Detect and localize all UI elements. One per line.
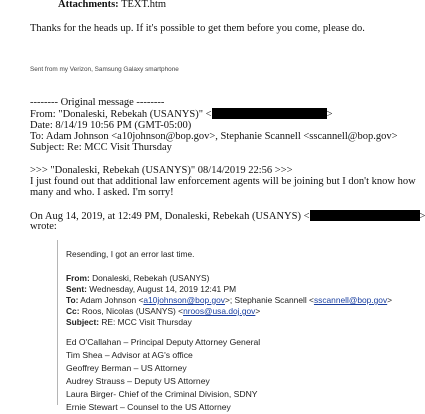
inner-sent <box>66 284 236 295</box>
original-to-close: > <box>392 131 398 142</box>
inner-cc <box>66 306 260 317</box>
original-to-prefix: To: Adam Johnson < <box>30 131 117 142</box>
inner-to-mid: >; Stephanie Scannell < <box>225 295 314 305</box>
attendee-list <box>66 336 260 414</box>
inner-to-close: > <box>387 295 392 305</box>
attendee-item: Audrey Strauss – Deputy US Attorney <box>66 375 260 388</box>
redaction-box <box>212 108 327 119</box>
inner-from-value: Donaleski, Rebekah (USANYS) <box>92 273 209 283</box>
original-to-mid: >, Stephanie Scannell < <box>209 131 309 142</box>
inner-from-label: From: <box>66 273 90 283</box>
inner-to <box>66 295 392 306</box>
inner-to-name: Adam Johnson < <box>80 295 143 305</box>
original-from-text: From: "Donaleski, Rebekah (USANYS)" < <box>30 109 212 120</box>
inner-to-label: To: <box>66 295 78 305</box>
inner-cc-label: Cc: <box>66 306 80 316</box>
inner-resend-note: Resending, I got an error last time. <box>66 249 194 260</box>
original-divider: -------- Original message -------- <box>30 97 164 109</box>
attendee-item: Ed O'Callahan – Principal Deputy Attorney General <box>66 336 260 349</box>
quoted-header: >>> "Donaleski, Rebekah (USANYS)" 08/14/2019 22:56 >>> <box>30 165 293 177</box>
original-to-email-1[interactable]: a10johnson@bop.gov <box>117 131 209 142</box>
attendee-item: Ernie Stewart – Counsel to the US Attorney <box>66 401 260 414</box>
inner-sent-label: Sent: <box>66 284 87 294</box>
reply-body: Thanks for the heads up. If it's possible to get them before you come, please do. <box>30 23 365 35</box>
attachments-file-link[interactable]: TEXT.htm <box>121 0 166 10</box>
attachments-label: Attachments: <box>58 0 119 10</box>
quoted-on-close: > <box>420 211 425 222</box>
inner-subject <box>66 317 192 328</box>
quoted-on-line <box>30 210 425 223</box>
attendee-item: Laura Birger- Chief of the Criminal Division, SDNY <box>66 388 260 401</box>
inner-subject-label: Subject: <box>66 317 99 327</box>
quoted-wrote: wrote: <box>30 221 57 233</box>
quoted-line-2: I just found out that additional law enforcement agents will be joining but I don't know how <box>30 176 416 188</box>
reply-signature: Sent from my Verizon, Samsung Galaxy smartphone <box>30 66 179 73</box>
inner-cc-close: > <box>255 306 260 316</box>
quoted-on-text: On Aug 14, 2019, at 12:49 PM, Donaleski, Rebekah (USANYS) < <box>30 211 310 222</box>
original-subject: Subject: Re: MCC Visit Thursday <box>30 142 172 154</box>
original-date: Date: 8/14/19 10:56 PM (GMT-05:00) <box>30 120 191 132</box>
inner-to-email-1[interactable]: a10johnson@bop.gov <box>143 295 225 305</box>
inner-sent-value: Wednesday, August 14, 2019 12:41 PM <box>89 284 236 294</box>
inner-subject-value: RE: MCC Visit Thursday <box>101 317 191 327</box>
inner-cc-name: Roos, Nicolas (USANYS) < <box>82 306 183 316</box>
inner-to-email-2[interactable]: sscannell@bop.gov <box>314 295 387 305</box>
original-from-close: > <box>327 109 333 120</box>
attendee-item: Tim Shea – Advisor at AG's office <box>66 349 260 362</box>
quote-bar <box>57 240 58 405</box>
quoted-line-3: many and who. I asked. I'm sorry! <box>30 187 174 199</box>
attachments-line <box>58 0 166 11</box>
original-to-email-2[interactable]: sscannell@bop.gov <box>309 131 391 142</box>
redaction-box <box>310 210 420 221</box>
inner-cc-email[interactable]: nroos@usa.doj.gov <box>183 306 255 316</box>
attendee-item: Geoffrey Berman – US Attorney <box>66 362 260 375</box>
inner-from <box>66 273 209 284</box>
